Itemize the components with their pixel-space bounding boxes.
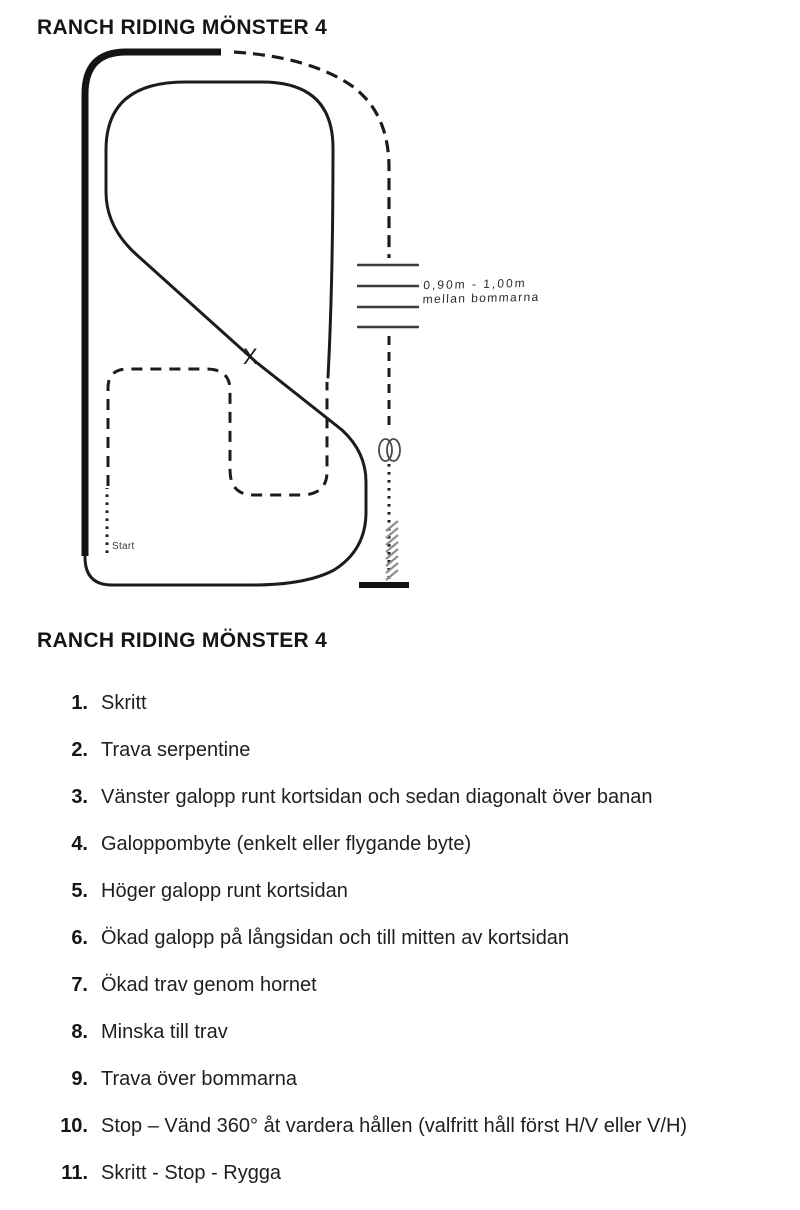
step-text: Trava serpentine <box>101 739 251 761</box>
step-text: Höger galopp runt kortsidan <box>101 880 348 902</box>
step-number: 9. <box>71 1068 88 1090</box>
step-text: Ökad trav genom hornet <box>101 974 317 996</box>
instruction-item-4 <box>56 831 766 857</box>
instruction-item-9 <box>56 1066 766 1092</box>
step-text: Minska till trav <box>101 1021 228 1043</box>
step-text: Galoppombyte (enkelt eller flygande byte) <box>101 833 472 855</box>
step-number: 7. <box>71 974 88 996</box>
instruction-item-3 <box>56 784 766 810</box>
turn-360-icon <box>379 439 400 461</box>
instruction-item-6 <box>56 925 766 951</box>
step-number: 10. <box>60 1115 88 1137</box>
step-text: Trava över bommarna <box>101 1068 297 1090</box>
poles-distance-annotation <box>422 276 540 306</box>
step-number: 8. <box>71 1021 88 1043</box>
step-number: 4. <box>71 833 88 855</box>
trot-poles <box>357 265 419 327</box>
instruction-list <box>56 690 766 1207</box>
instruction-item-10 <box>56 1113 766 1139</box>
step-number: 5. <box>71 880 88 902</box>
instruction-list-heading: RANCH RIDING MÖNSTER 4 <box>37 629 328 652</box>
step-text: Stop – Vänd 360° åt vardera hållen (valfritt håll först H/V eller V/H) <box>101 1115 688 1137</box>
poles-distance-value: 0,90m - 1,00m <box>423 276 528 293</box>
instruction-item-7 <box>56 972 766 998</box>
backup-hatch-marks <box>386 521 398 580</box>
step-number: 11. <box>61 1162 88 1184</box>
step-number: 6. <box>71 927 88 949</box>
page-title: RANCH RIDING MÖNSTER 4 <box>37 16 328 39</box>
step-number: 1. <box>71 692 88 714</box>
step-text: Skritt - Stop - Rygga <box>101 1162 282 1184</box>
instruction-item-5 <box>56 878 766 904</box>
instruction-item-11 <box>56 1160 766 1186</box>
step-number: 2. <box>71 739 88 761</box>
step-number: 3. <box>71 786 88 808</box>
trot-serpentine-line <box>108 369 327 495</box>
step-text: Ökad galopp på långsidan och till mitten av kortsidan <box>101 927 570 949</box>
instruction-item-8 <box>56 1019 766 1045</box>
extended-lope-track-line <box>85 52 221 556</box>
lead-change-marker: X <box>243 344 258 369</box>
lope-track-line <box>85 82 366 585</box>
step-text: Skritt <box>101 692 147 714</box>
poles-distance-caption: mellan bommarna <box>422 289 541 307</box>
step-text: Vänster galopp runt kortsidan och sedan diagonalt över banan <box>101 786 653 808</box>
instruction-item-2 <box>56 737 766 763</box>
start-label: Start <box>112 541 135 552</box>
instruction-item-1 <box>56 690 766 716</box>
